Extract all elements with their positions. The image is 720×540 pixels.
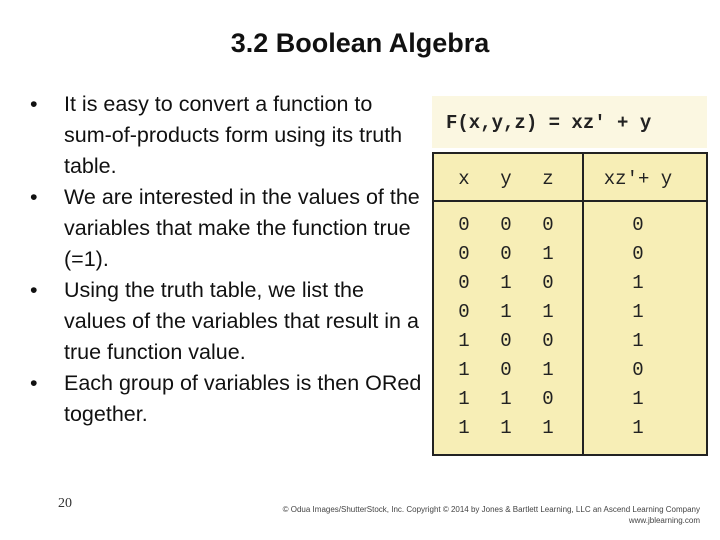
bullet-item — [30, 368, 425, 430]
truth-table-cell: 0 — [542, 388, 554, 410]
truth-table-cell: 1 — [458, 330, 470, 352]
truth-table — [432, 152, 708, 456]
truth-table-header-cell: z — [542, 168, 554, 190]
credit-url: www.jblearning.com — [628, 516, 700, 525]
truth-table-cell: 0 — [500, 214, 512, 236]
truth-table-cell: 1 — [458, 417, 470, 439]
truth-table-cell: 1 — [632, 330, 644, 352]
bullet-item — [30, 182, 425, 275]
truth-table-cell: 1 — [632, 388, 644, 410]
bullet-item — [30, 89, 425, 182]
bullet-item — [30, 275, 425, 368]
truth-table-cell: 0 — [458, 214, 470, 236]
bullet-icon: • — [30, 278, 38, 302]
truth-table-cell: 0 — [500, 359, 512, 381]
bullet-icon: • — [30, 371, 38, 395]
truth-table-cell: 0 — [500, 243, 512, 265]
page-number: 20 — [58, 496, 72, 511]
truth-table-cell: 1 — [632, 301, 644, 323]
bullet-text: Using the truth table, we list the values of the variables that result in a true function value. — [64, 278, 419, 364]
truth-table-cell: 1 — [542, 359, 554, 381]
copyright-credit — [283, 504, 700, 526]
truth-table-cell: 0 — [458, 243, 470, 265]
truth-table-cell: 0 — [632, 214, 644, 236]
truth-table-cell: 1 — [500, 417, 512, 439]
credit-line: © Odua Images/ShutterStock, Inc. Copyright © 2014 by Jones & Bartlett Learning, LLC an Ascend Learning Company — [282, 505, 700, 514]
bullet-text: It is easy to convert a function to sum-of-products form using its truth table. — [64, 92, 403, 178]
truth-table-header-cell: x — [458, 168, 470, 190]
truth-table-cell: 0 — [542, 330, 554, 352]
truth-table-cell: 1 — [500, 301, 512, 323]
truth-table-cell: 0 — [632, 359, 644, 381]
truth-table-cell: 0 — [500, 330, 512, 352]
bullet-text: Each group of variables is then ORed together. — [64, 371, 422, 426]
truth-table-header-cell: y — [500, 168, 512, 190]
truth-table-cell: 1 — [542, 243, 554, 265]
truth-table-cell: 1 — [458, 388, 470, 410]
truth-table-cell: 0 — [458, 272, 470, 294]
truth-table-cell: 1 — [500, 388, 512, 410]
truth-table-cell: 1 — [632, 417, 644, 439]
function-formula: F(x,y,z) = xz' + y — [446, 112, 652, 134]
bullet-text: We are interested in the values of the variables that make the function true (=1). — [64, 185, 420, 271]
truth-table-cell: 0 — [542, 214, 554, 236]
truth-table-cell: 1 — [458, 359, 470, 381]
truth-table-cell: 0 — [632, 243, 644, 265]
truth-table-cell: 1 — [542, 301, 554, 323]
truth-table-cell: 0 — [458, 301, 470, 323]
truth-table-cell: 0 — [542, 272, 554, 294]
truth-table-divider — [582, 154, 584, 454]
truth-table-cell: 1 — [542, 417, 554, 439]
bullet-icon: • — [30, 92, 38, 116]
truth-table-cell: 1 — [632, 272, 644, 294]
slide-title: 3.2 Boolean Algebra — [230, 28, 490, 58]
bullet-list — [30, 89, 425, 430]
truth-table-header-cell: xz'+ y — [603, 168, 673, 190]
bullet-icon: • — [30, 185, 38, 209]
truth-table-cell: 1 — [500, 272, 512, 294]
